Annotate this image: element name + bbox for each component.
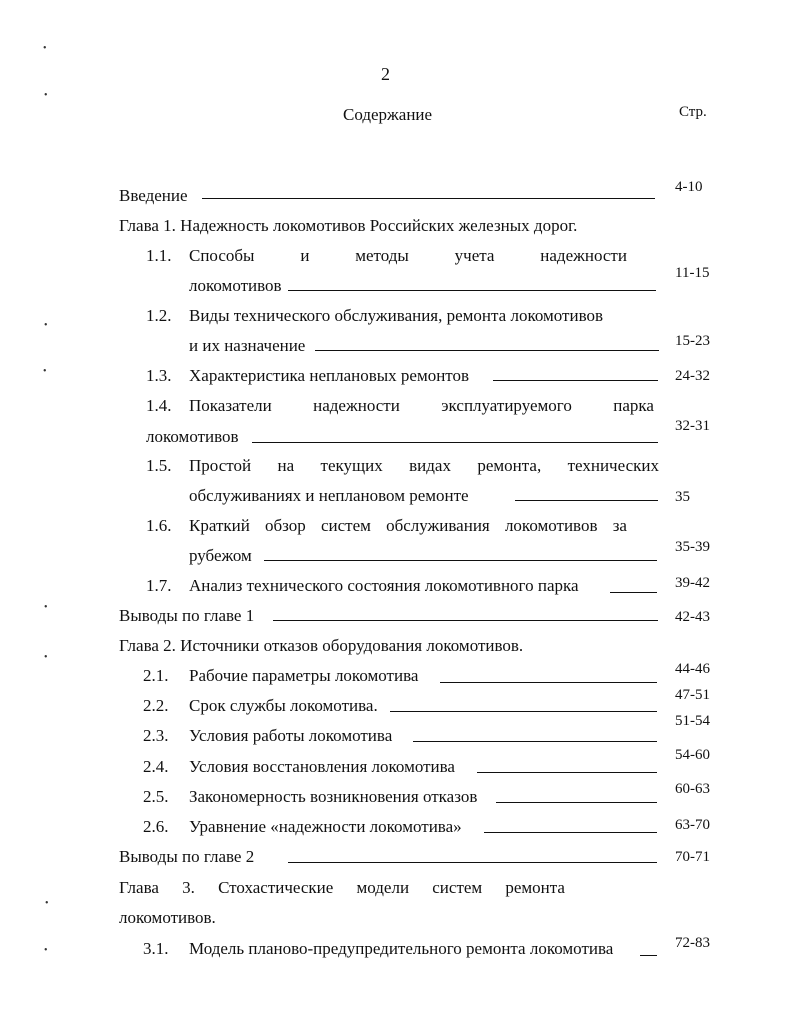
- toc-2-6-pages: 63-70: [675, 817, 710, 833]
- leader-line: [202, 198, 655, 199]
- leader-line: [440, 682, 657, 683]
- toc-1-6-pages: 35-39: [675, 539, 710, 555]
- page-title: Содержание: [343, 105, 433, 124]
- word: 3.: [182, 878, 195, 897]
- toc-2-4-label: Условия восстановления локомотива: [189, 757, 455, 776]
- word: локомотивов: [504, 516, 598, 535]
- word: эксплуатируемого: [441, 396, 572, 415]
- word: видах: [409, 456, 451, 475]
- word: технических: [567, 456, 659, 475]
- leader-line: [264, 560, 657, 561]
- leader-line: [413, 741, 657, 742]
- word: систем: [432, 878, 483, 897]
- toc-conclusions-2-pages: 70-71: [675, 849, 710, 865]
- word: надежности: [540, 246, 627, 265]
- toc-2-5-label: Закономерность возникновения отказов: [189, 787, 478, 806]
- toc-2-1-label: Рабочие параметры локомотива: [189, 666, 419, 685]
- toc-2-3-label: Условия работы локомотива: [189, 726, 393, 745]
- leader-line: [610, 592, 657, 593]
- toc-1-4-num: 1.4.: [146, 396, 172, 415]
- word: Показатели: [189, 396, 272, 415]
- toc-2-6-label: Уравнение «надежности локомотива»: [189, 817, 462, 836]
- word: Способы: [189, 246, 255, 265]
- toc-1-3-label: Характеристика неплановых ремонтов: [189, 366, 470, 385]
- toc-2-5-pages: 60-63: [675, 781, 710, 797]
- toc-conclusions-1-label: Выводы по главе 1: [119, 606, 255, 625]
- toc-1-6-line2: рубежом: [189, 546, 252, 565]
- word: обзор: [265, 516, 306, 535]
- toc-2-2-label: Срок службы локомотива.: [189, 696, 378, 715]
- leader-line: [273, 620, 658, 621]
- toc-1-2-line2: и их назначение: [189, 336, 306, 355]
- toc-2-4-num: 2.4.: [143, 757, 169, 776]
- word: парка: [613, 396, 654, 415]
- scan-speck: •: [44, 945, 48, 956]
- leader-line: [640, 955, 657, 956]
- word: текущих: [320, 456, 383, 475]
- toc-2-6-num: 2.6.: [143, 817, 169, 836]
- word: и: [300, 246, 310, 265]
- toc-1-1-pages: 11-15: [675, 265, 710, 281]
- toc-1-7-label: Анализ технического состояния локомотивного парка: [189, 576, 579, 595]
- toc-1-3-num: 1.3.: [146, 366, 172, 385]
- scan-speck: •: [44, 652, 48, 663]
- toc-conclusions-1-pages: 42-43: [675, 609, 710, 625]
- word: надежности: [313, 396, 400, 415]
- leader-line: [288, 862, 657, 863]
- toc-1-5-pages: 35: [675, 489, 690, 505]
- leader-line: [288, 290, 656, 291]
- toc-1-4-pages: 32-31: [675, 418, 710, 434]
- toc-1-5-num: 1.5.: [146, 456, 172, 475]
- toc-conclusions-2-label: Выводы по главе 2: [119, 847, 255, 866]
- toc-2-3-pages: 51-54: [675, 713, 710, 729]
- word: систем: [320, 516, 371, 535]
- toc-1-7-pages: 39-42: [675, 575, 710, 591]
- toc-2-1-pages: 44-46: [675, 661, 710, 677]
- word: обслуживания: [386, 516, 490, 535]
- toc-chapter-2: Глава 2. Источники отказов оборудования локомотивов.: [119, 636, 524, 655]
- word: Глава: [119, 878, 159, 897]
- leader-line: [477, 772, 657, 773]
- toc-2-3-num: 2.3.: [143, 726, 169, 745]
- toc-1-4-line1: [189, 396, 654, 416]
- toc-1-4-line2: локомотивов: [146, 427, 239, 446]
- scan-speck: •: [44, 320, 48, 331]
- toc-2-1-num: 2.1.: [143, 666, 169, 685]
- leader-line: [493, 380, 658, 381]
- toc-intro-label: Введение: [119, 186, 188, 205]
- toc-2-4-pages: 54-60: [675, 747, 710, 763]
- leader-line: [390, 711, 657, 712]
- toc-intro-pages: 4-10: [675, 179, 703, 195]
- toc-3-1-num: 3.1.: [143, 939, 169, 958]
- toc-1-5-line1: [189, 456, 659, 476]
- toc-1-1-line1: [189, 246, 627, 266]
- leader-line: [315, 350, 659, 351]
- word: ремонта,: [477, 456, 542, 475]
- toc-1-6-num: 1.6.: [146, 516, 172, 535]
- scan-speck: •: [43, 366, 47, 377]
- toc-chapter-1: Глава 1. Надежность локомотивов Российских железных дорог.: [119, 216, 578, 235]
- word: модели: [356, 878, 410, 897]
- word: на: [277, 456, 295, 475]
- toc-1-2-num: 1.2.: [146, 306, 172, 325]
- scan-speck: •: [43, 43, 47, 54]
- toc-1-1-line2: локомотивов: [189, 276, 282, 295]
- toc-1-2-line1: Виды технического обслуживания, ремонта локомотивов: [189, 306, 604, 325]
- page-column-label: Стр.: [679, 104, 707, 120]
- word: учета: [454, 246, 495, 265]
- toc-2-5-num: 2.5.: [143, 787, 169, 806]
- leader-line: [496, 802, 657, 803]
- toc-1-2-pages: 15-23: [675, 333, 710, 349]
- word: Простой: [189, 456, 252, 475]
- toc-3-1-pages: 72-83: [675, 935, 710, 951]
- toc-1-6-line1: [189, 516, 627, 536]
- toc-2-2-pages: 47-51: [675, 687, 710, 703]
- leader-line: [252, 442, 658, 443]
- word: Краткий: [189, 516, 250, 535]
- scan-speck: •: [44, 90, 48, 101]
- scan-speck: •: [45, 898, 49, 909]
- word: ремонта: [505, 878, 565, 897]
- toc-1-1-num: 1.1.: [146, 246, 172, 265]
- word: Стохастические: [218, 878, 334, 897]
- toc-chapter-3-line2: локомотивов.: [119, 908, 216, 927]
- toc-chapter-3-line1: [119, 878, 565, 898]
- word: за: [612, 516, 627, 535]
- leader-line: [484, 832, 657, 833]
- scan-speck: •: [44, 602, 48, 613]
- toc-3-1-label: Модель планово-предупредительного ремонта локомотива: [189, 939, 614, 958]
- toc-1-3-pages: 24-32: [675, 368, 710, 384]
- page-number: 2: [381, 64, 390, 84]
- leader-line: [515, 500, 658, 501]
- toc-1-5-line2: обслуживаниях и неплановом ремонте: [189, 486, 469, 505]
- toc-1-7-num: 1.7.: [146, 576, 172, 595]
- toc-2-2-num: 2.2.: [143, 696, 169, 715]
- word: методы: [355, 246, 409, 265]
